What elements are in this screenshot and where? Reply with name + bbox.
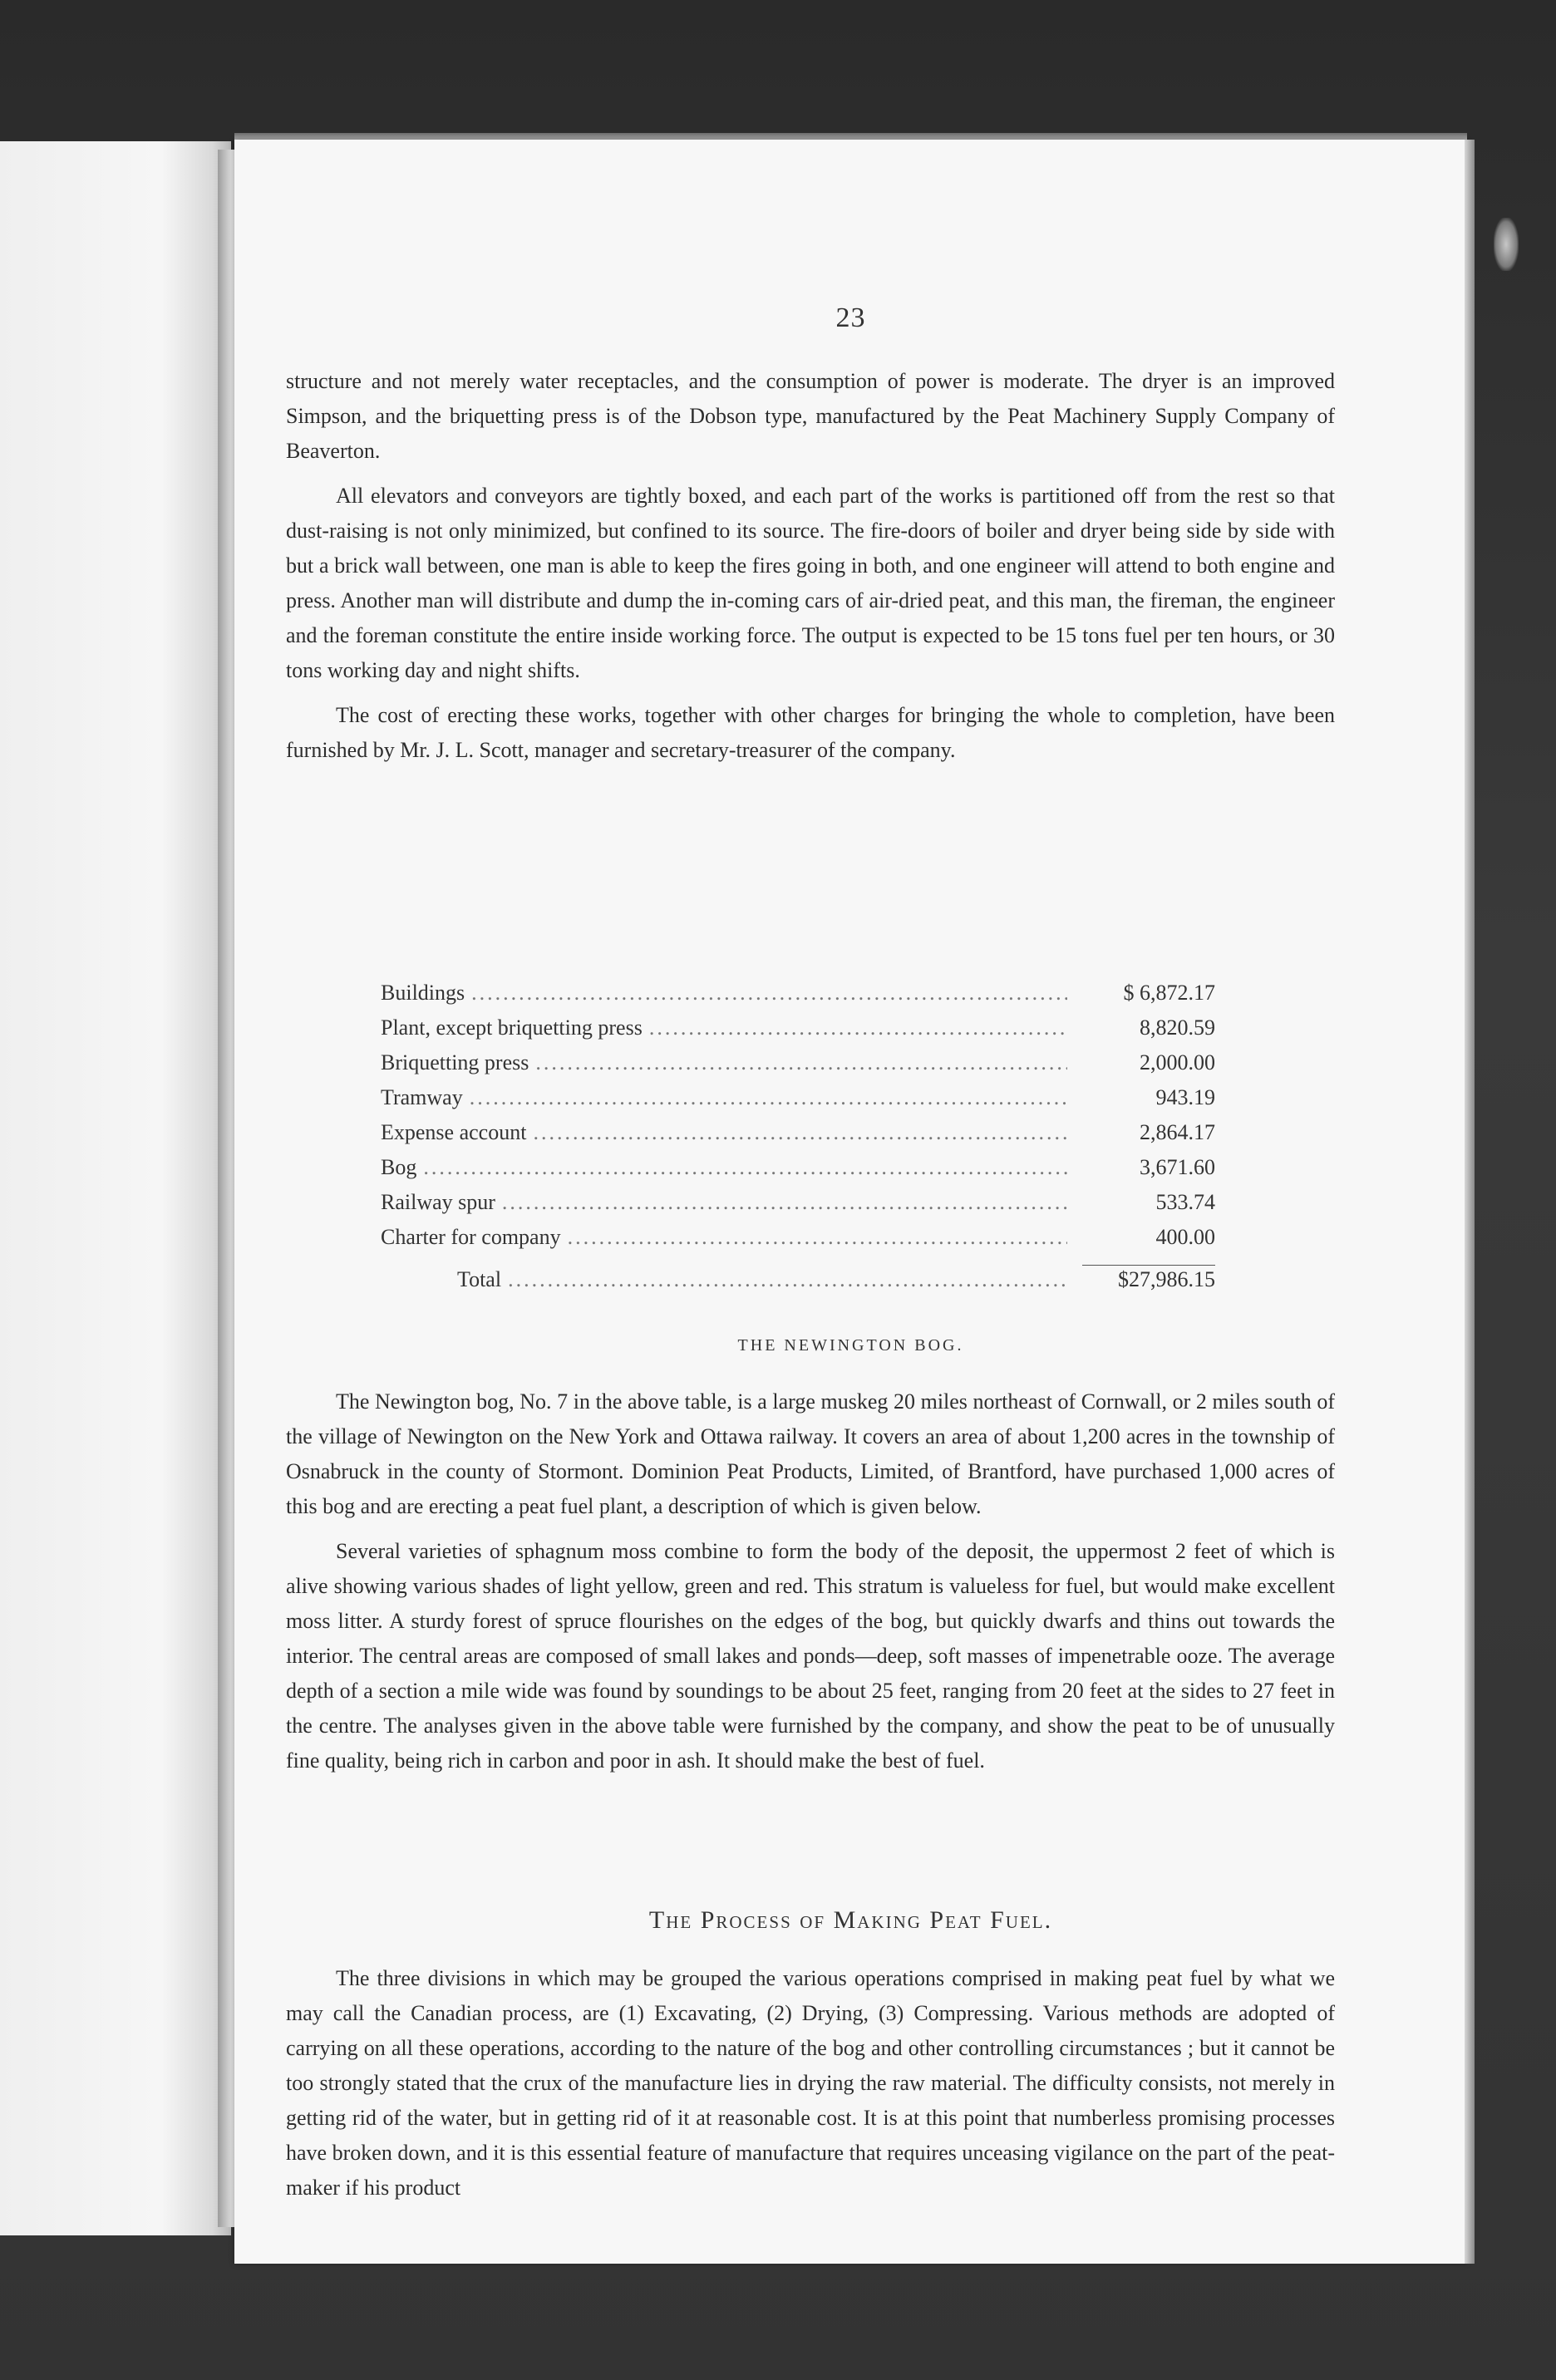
paragraph: All elevators and conveyors are tightly boxed, and each part of the works is partitioned off from the rest so that dust-raising is not only minimized, but confined to its source. The fire-doors of boiler and dryer being side by side with but a brick wall between, one man is able to keep the fires going in both, and one engineer will attend to both engine and press. Another man will distribute and dump the in-coming cars of air-dried peat, and this man, the fireman, the engineer and the foreman constitute the entire inside working force. The output is expected to be 15 tons fuel per ten hours, or 30 tons working day and night shifts. (286, 484, 1335, 682)
cost-label: Buildings (381, 981, 465, 1005)
section-heading-process: The Process of Making Peat Fuel. (648, 1906, 1053, 1934)
cost-label: Bog (381, 1155, 417, 1179)
page-number: 23 (835, 302, 866, 333)
cost-row (381, 1225, 1215, 1260)
paragraph: The Newington bog, No. 7 in the above table, is a large muskeg 20 miles northeast of Cornwall, or 2 miles south of the village of Newington on the New York and Ottawa railway. It covers an area of about 1,200 acres in the township of Osnabruck in the county of Stormont. Dominion Peat Products, Limited, of Brantford, have purchased 1,000 acres of this bog and are erecting a peat fuel plant, a description of which is given below. (286, 1389, 1335, 1518)
cost-row (381, 1120, 1215, 1155)
cost-row (381, 1190, 1215, 1225)
cost-amount: 2,864.17 (1140, 1120, 1215, 1144)
leader-dots (568, 1225, 1067, 1250)
cost-row (381, 1085, 1215, 1120)
cost-label: Plant, except briquetting press (381, 1015, 643, 1040)
total-rule (1082, 1265, 1215, 1266)
leader-dots (470, 1085, 1067, 1110)
cost-row (381, 1015, 1215, 1050)
cost-row (381, 981, 1215, 1015)
paragraph: The cost of erecting these works, together with other charges for bringing the whole to completion, have been furnished by Mr. J. L. Scott, manager and secretary-treasurer of the company. (286, 703, 1335, 762)
leader-dots (508, 1267, 1067, 1292)
leader-dots (502, 1190, 1067, 1215)
cost-label: Briquetting press (381, 1050, 529, 1074)
cost-row (381, 1050, 1215, 1085)
intro-text (286, 364, 1335, 778)
cost-label: Tramway (381, 1085, 463, 1109)
cost-label: Charter for company (381, 1225, 561, 1249)
paragraph: structure and not merely water receptacles, and the consumption of power is moderate. The dryer is an improved Simpson, and the briquetting press is of the Dobson type, manufactured by the Peat Machinery Supply Company of Beaverton. (286, 369, 1335, 463)
cost-row (381, 1155, 1215, 1190)
leader-dots (535, 1050, 1067, 1075)
section-heading-newington: THE NEWINGTON BOG. (737, 1336, 964, 1355)
leader-dots (649, 1015, 1067, 1040)
process-text (286, 1961, 1335, 2215)
paragraph: Several varieties of sphagnum moss combine to form the body of the deposit, the uppermost 2 feet of which is alive showing various shades of light yellow, green and red. This stratum is valueless for fuel, but would make excellent moss litter. A sturdy forest of spruce flourishes on the edges of the bog, but quickly dwarfs and thins out towards the interior. The central areas are composed of small lakes and ponds—deep, soft masses of impenetrable ooze. The average depth of a section a mile wide was found by soundings to be about 25 feet, ranging from 20 feet at the sides to 27 feet in the centre. The analyses given in the above table were furnished by the company, and show the peat to be of unusually fine quality, being rich in carbon and poor in ash. It should make the best of fuel. (286, 1539, 1335, 1773)
cost-label: Railway spur (381, 1190, 495, 1214)
total-label: Total (457, 1267, 502, 1291)
binding-clip (1494, 218, 1519, 271)
total-row (381, 1267, 1215, 1302)
cost-label: Expense account (381, 1120, 527, 1144)
newington-text (286, 1384, 1335, 1788)
cost-amount: $ 6,872.17 (1123, 981, 1215, 1005)
page-right-edge (1465, 140, 1475, 2264)
paragraph: The three divisions in which may be grouped the various operations comprised in making peat fuel by what we may call the Canadian process, are (1) Excavating, (2) Drying, (3) Compressing. Various methods are adopted of carrying on all these operations, according to the nature of the bog and other controlling circumstances ; but it cannot be too strongly stated that the crux of the manufacture lies in drying the raw material. The difficulty consists, not merely in getting rid of the water, but in getting rid of it at reasonable cost. It is at this point that numberless promising processes have broken down, and it is this essential feature of manufacture that requires unceasing vigilance on the part of the peat-maker if his product (286, 1966, 1335, 2200)
cost-amount: 3,671.60 (1140, 1155, 1215, 1179)
cost-table (381, 981, 1215, 1302)
total-amount: $27,986.15 (1118, 1267, 1215, 1291)
cost-amount: 2,000.00 (1140, 1050, 1215, 1074)
cost-amount: 400.00 (1155, 1225, 1215, 1249)
cost-amount: 8,820.59 (1140, 1015, 1215, 1040)
leader-dots (423, 1155, 1067, 1180)
facing-page (0, 141, 231, 2235)
document-page (234, 140, 1467, 2264)
leader-dots (533, 1120, 1067, 1145)
cost-amount: 943.19 (1155, 1085, 1215, 1109)
leader-dots (471, 981, 1067, 1006)
cost-amount: 533.74 (1155, 1190, 1215, 1214)
book-gutter (218, 150, 236, 2227)
